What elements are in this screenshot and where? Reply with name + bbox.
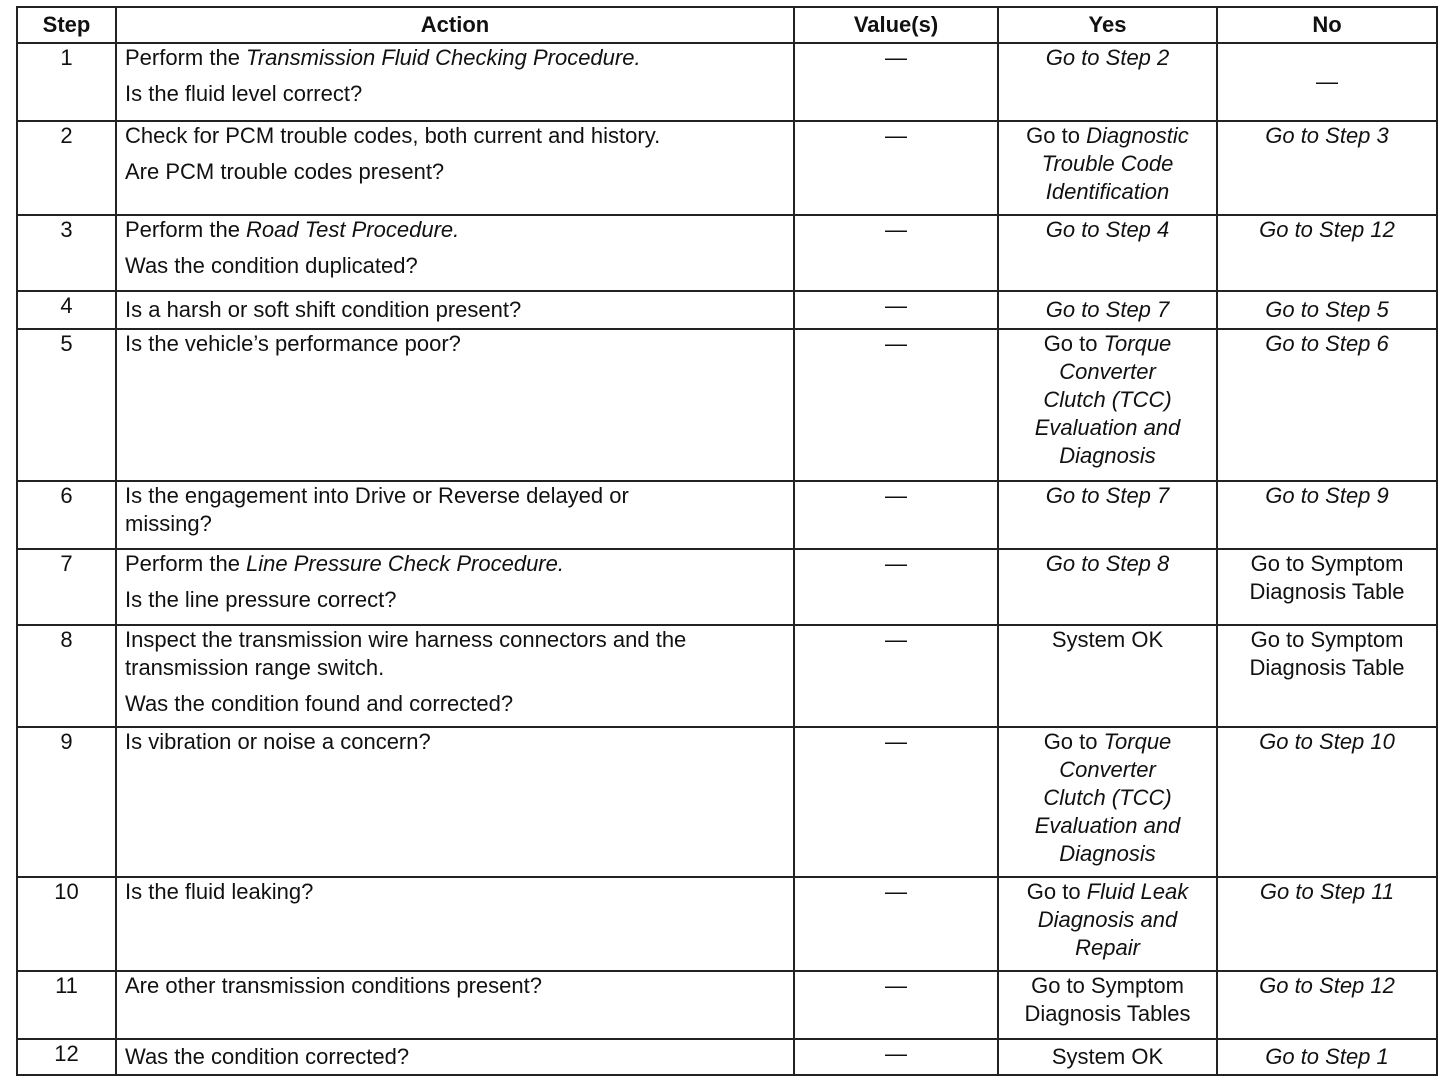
yes-link: Clutch (TCC) <box>1043 785 1172 810</box>
yes-link: Diagnosis and <box>1037 907 1178 932</box>
question-text: Was the condition duplicated? <box>125 253 418 278</box>
no-text: Diagnosis Table <box>1249 579 1405 604</box>
step-number: 2 <box>17 121 116 215</box>
value-cell: — <box>794 329 998 481</box>
no-cell <box>1217 121 1437 215</box>
yes-cell <box>998 329 1217 481</box>
question-text: Is the line pressure correct? <box>125 587 397 612</box>
table-row <box>17 481 1437 549</box>
yes-link: Diagnosis <box>1059 443 1156 468</box>
question-text: Is a harsh or soft shift condition present? <box>116 291 794 329</box>
value-cell: — <box>794 1039 998 1075</box>
no-cell <box>1217 481 1437 549</box>
action-text: transmission range switch. <box>125 655 385 680</box>
diagnostic-table <box>16 6 1438 1076</box>
no-cell <box>1217 727 1437 877</box>
yes-link: Converter <box>1059 359 1156 384</box>
action-text: Inspect the transmission wire harness connectors and the <box>125 627 687 652</box>
value-cell: — <box>794 727 998 877</box>
action-cell <box>116 549 794 625</box>
no-link: Go to Step 12 <box>1259 217 1395 242</box>
procedure-link: Road Test Procedure. <box>246 217 460 242</box>
value-cell: — <box>794 215 998 291</box>
action-text: Perform the <box>125 551 247 576</box>
value-cell: — <box>794 549 998 625</box>
yes-link: Go to Step 2 <box>1045 45 1170 70</box>
no-link: Go to Step 5 <box>1265 297 1389 322</box>
question-text: Are other transmission conditions present? <box>116 971 794 1039</box>
yes-text: Diagnosis Tables <box>1024 1001 1191 1026</box>
no-cell <box>1217 971 1437 1039</box>
yes-link: Evaluation and <box>1034 813 1181 838</box>
procedure-link: Line Pressure Check Procedure. <box>246 551 564 576</box>
header-no: No <box>1217 7 1437 43</box>
question-text: Was the condition found and corrected? <box>125 691 514 716</box>
header-step: Step <box>17 7 116 43</box>
yes-link: Converter <box>1059 757 1156 782</box>
table-row <box>17 971 1437 1039</box>
yes-cell: System OK <box>998 1039 1217 1075</box>
table-row <box>17 727 1437 877</box>
action-cell <box>116 215 794 291</box>
no-cell <box>1217 1039 1437 1075</box>
table-row <box>17 43 1437 121</box>
yes-link: Identification <box>1045 179 1170 204</box>
step-number: 5 <box>17 329 116 481</box>
yes-cell: System OK <box>998 625 1217 727</box>
step-number: 9 <box>17 727 116 877</box>
yes-cell <box>998 549 1217 625</box>
no-cell <box>1217 625 1437 727</box>
no-link: Go to Step 3 <box>1265 123 1389 148</box>
no-cell: — <box>1217 43 1437 121</box>
table-row <box>17 625 1437 727</box>
no-link: Go to Step 1 <box>1265 1044 1389 1069</box>
no-link: Go to Step 6 <box>1265 331 1389 356</box>
yes-cell <box>998 291 1217 329</box>
action-cell <box>116 43 794 121</box>
question-text: Is vibration or noise a concern? <box>116 727 794 877</box>
step-number: 1 <box>17 43 116 121</box>
yes-link: Torque <box>1103 729 1172 754</box>
yes-cell <box>998 877 1217 971</box>
yes-cell <box>998 215 1217 291</box>
yes-cell <box>998 727 1217 877</box>
yes-cell <box>998 121 1217 215</box>
yes-text: Go to <box>1026 123 1087 148</box>
yes-link: Repair <box>1075 935 1140 960</box>
no-link: Go to Step 11 <box>1259 879 1395 904</box>
yes-link: Evaluation and <box>1034 415 1181 440</box>
yes-text: Go to <box>1026 879 1087 904</box>
value-cell: — <box>794 43 998 121</box>
yes-link: Go to Step 4 <box>1045 217 1170 242</box>
table-row <box>17 215 1437 291</box>
no-cell <box>1217 549 1437 625</box>
no-link: Go to Step 9 <box>1265 483 1389 508</box>
step-number: 6 <box>17 481 116 549</box>
header-yes: Yes <box>998 7 1217 43</box>
action-cell <box>116 625 794 727</box>
step-number: 3 <box>17 215 116 291</box>
action-text: Check for PCM trouble codes, both current and history. <box>125 123 661 148</box>
yes-link: Diagnostic <box>1086 123 1189 148</box>
step-number: 8 <box>17 625 116 727</box>
header-values: Value(s) <box>794 7 998 43</box>
no-text: Go to Symptom <box>1250 551 1404 576</box>
yes-text: Go to <box>1043 729 1104 754</box>
no-link: Go to Step 12 <box>1259 973 1395 998</box>
value-cell: — <box>794 625 998 727</box>
table-row <box>17 1039 1437 1075</box>
table-row <box>17 549 1437 625</box>
no-text: Diagnosis Table <box>1249 655 1405 680</box>
header-row <box>17 7 1437 43</box>
question-text: Is the fluid level correct? <box>125 81 363 106</box>
yes-cell <box>998 43 1217 121</box>
yes-link: Go to Step 7 <box>1045 297 1170 322</box>
procedure-link: Transmission Fluid Checking Procedure. <box>246 45 641 70</box>
no-cell <box>1217 291 1437 329</box>
table-row <box>17 291 1437 329</box>
yes-text: Go to Symptom <box>1031 973 1184 998</box>
value-cell: — <box>794 971 998 1039</box>
table-row <box>17 877 1437 971</box>
yes-link: Torque <box>1103 331 1172 356</box>
yes-text: Go to <box>1043 331 1104 356</box>
yes-link: Fluid Leak <box>1086 879 1189 904</box>
yes-link: Diagnosis <box>1059 841 1156 866</box>
no-cell <box>1217 329 1437 481</box>
no-link: Go to Step 10 <box>1259 729 1395 754</box>
action-text: Perform the <box>125 45 247 70</box>
step-number: 12 <box>17 1039 116 1075</box>
no-cell <box>1217 215 1437 291</box>
step-number: 11 <box>17 971 116 1039</box>
value-cell: — <box>794 877 998 971</box>
yes-link: Trouble Code <box>1041 151 1174 176</box>
question-text: Is the fluid leaking? <box>116 877 794 971</box>
question-text: Are PCM trouble codes present? <box>125 159 445 184</box>
action-cell <box>116 121 794 215</box>
table-row <box>17 121 1437 215</box>
question-text: Was the condition corrected? <box>116 1039 794 1075</box>
no-cell <box>1217 877 1437 971</box>
value-cell: — <box>794 121 998 215</box>
yes-cell <box>998 971 1217 1039</box>
step-number: 10 <box>17 877 116 971</box>
step-number: 4 <box>17 291 116 329</box>
yes-link: Clutch (TCC) <box>1043 387 1172 412</box>
question-text: Is the engagement into Drive or Reverse delayed or <box>125 483 629 508</box>
yes-link: Go to Step 8 <box>1045 551 1170 576</box>
yes-link: Go to Step 7 <box>1045 483 1170 508</box>
header-action: Action <box>116 7 794 43</box>
step-number: 7 <box>17 549 116 625</box>
value-cell: — <box>794 481 998 549</box>
no-text: Go to Symptom <box>1250 627 1404 652</box>
table-row <box>17 329 1437 481</box>
question-text: Is the vehicle’s performance poor? <box>116 329 794 481</box>
value-cell: — <box>794 291 998 329</box>
yes-cell <box>998 481 1217 549</box>
action-text: Perform the <box>125 217 247 242</box>
action-cell <box>116 481 794 549</box>
question-text: missing? <box>125 511 212 536</box>
